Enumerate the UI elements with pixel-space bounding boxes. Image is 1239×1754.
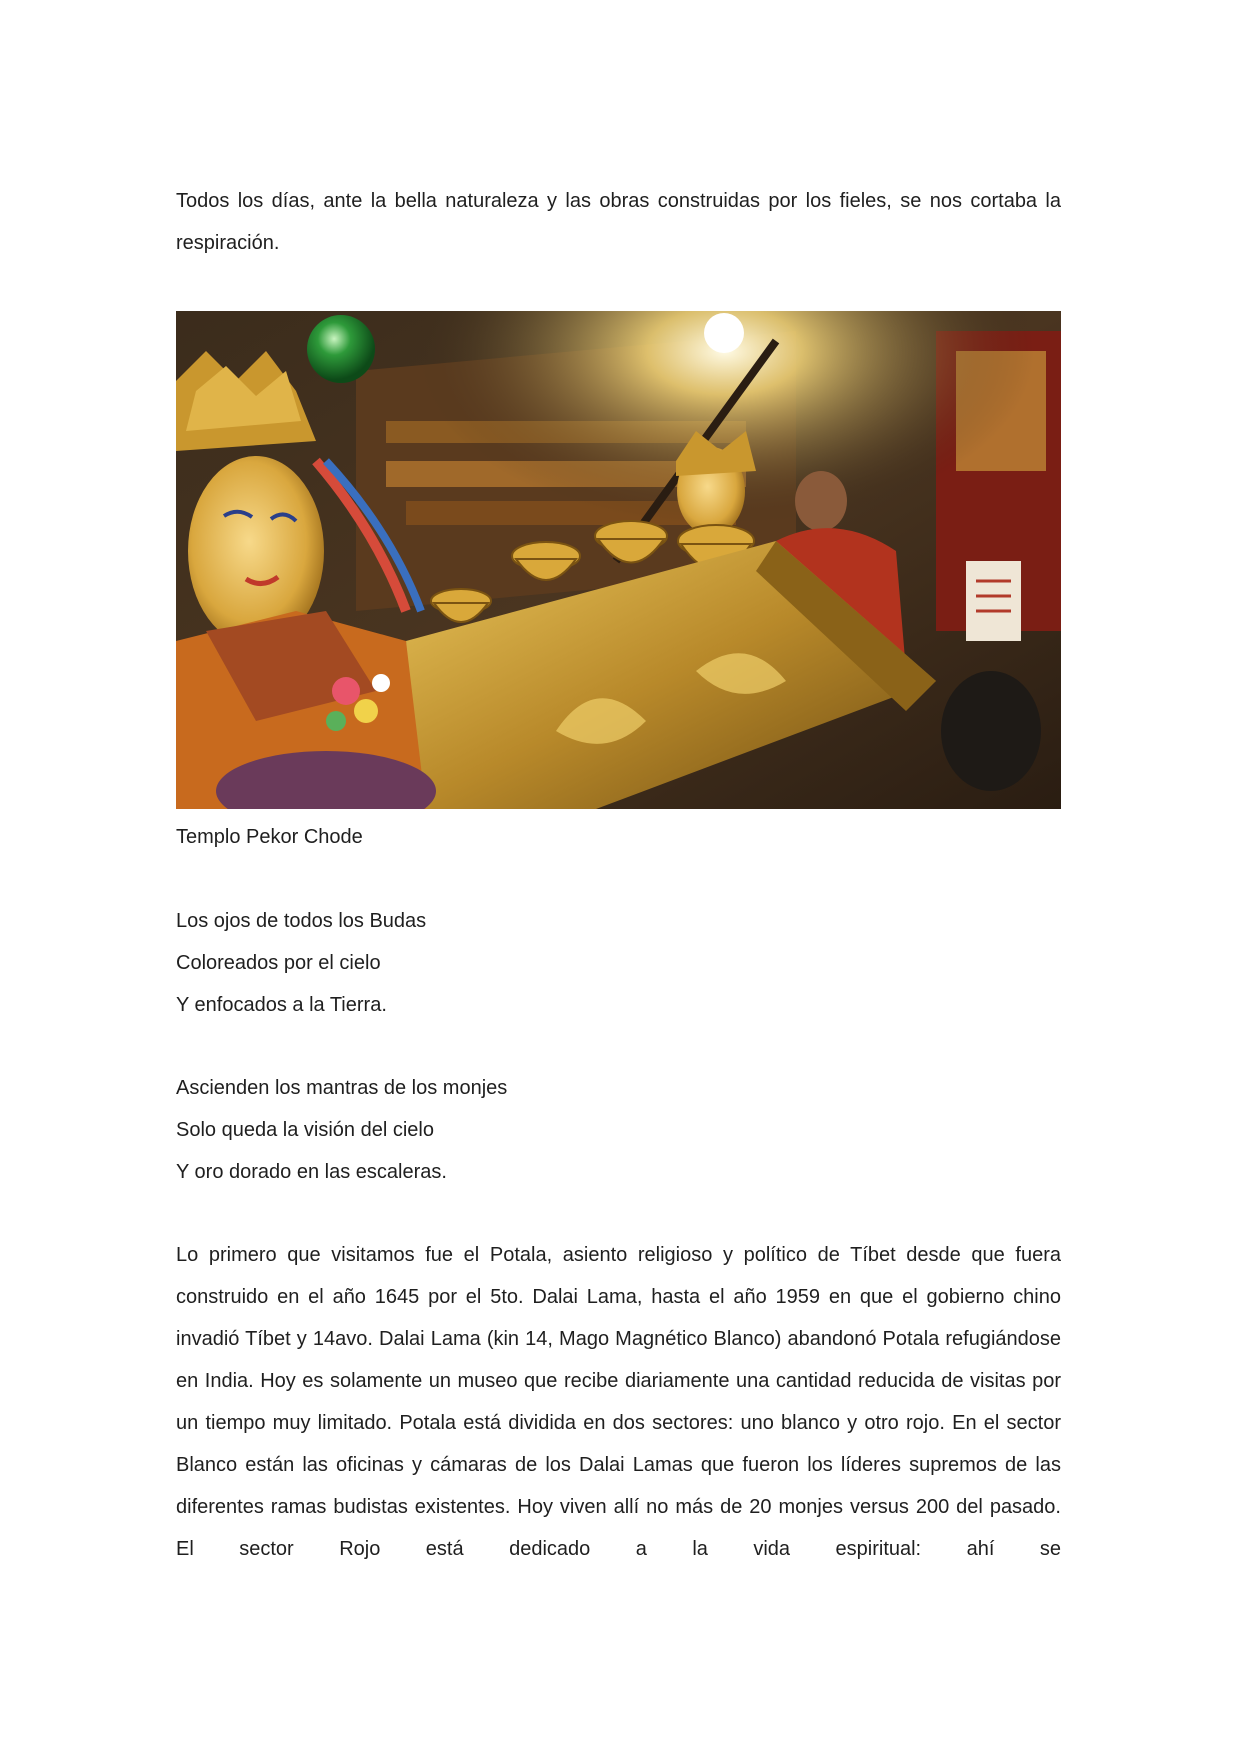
poem-stanza-1 [176,900,1061,1026]
poem-line: Y enfocados a la Tierra. [176,994,387,1016]
poem-line: Y oro dorado en las escaleras. [176,1161,447,1183]
body-paragraph: Lo primero que visitamos fue el Potala, asiento religioso y político de Tíbet desde que fuera construido en el año 1645 por el 5to. Dalai Lama, hasta el año 1959 en que el gobierno chino invadió Tíbet y 14avo. Dalai Lama (kin 14, Mago Magnético Blanco) abandonó Potala refugiándose en India. Hoy es solamente un museo que recibe diariamente una cantidad reducida de visitas por un tiempo muy limitado. Potala está dividida en dos sectores: uno blanco y otro rojo. En el sector Blanco están las oficinas y cámaras de los Dalai Lamas que fueron los líderes supremos de las diferentes ramas budistas existentes. Hoy viven allí no más de 20 monjes versus 200 del pasado. El sector Rojo está dedicado a la vida espiritual: ahí se [176,1244,1061,1560]
poem-line: Los ojos de todos los Budas [176,910,427,932]
poem-line: Ascienden los mantras de los monjes [176,1077,508,1099]
photo-caption: Templo Pekor Chode [176,826,363,848]
temple-photo [176,311,1061,809]
intro-paragraph: Todos los días, ante la bella naturaleza y las obras construidas por los fieles, se nos cortaba la respiración. [176,190,1061,254]
poem-line: Solo queda la visión del cielo [176,1119,434,1141]
poem-line: Coloreados por el cielo [176,952,381,974]
poem-stanza-2 [176,1067,1061,1193]
